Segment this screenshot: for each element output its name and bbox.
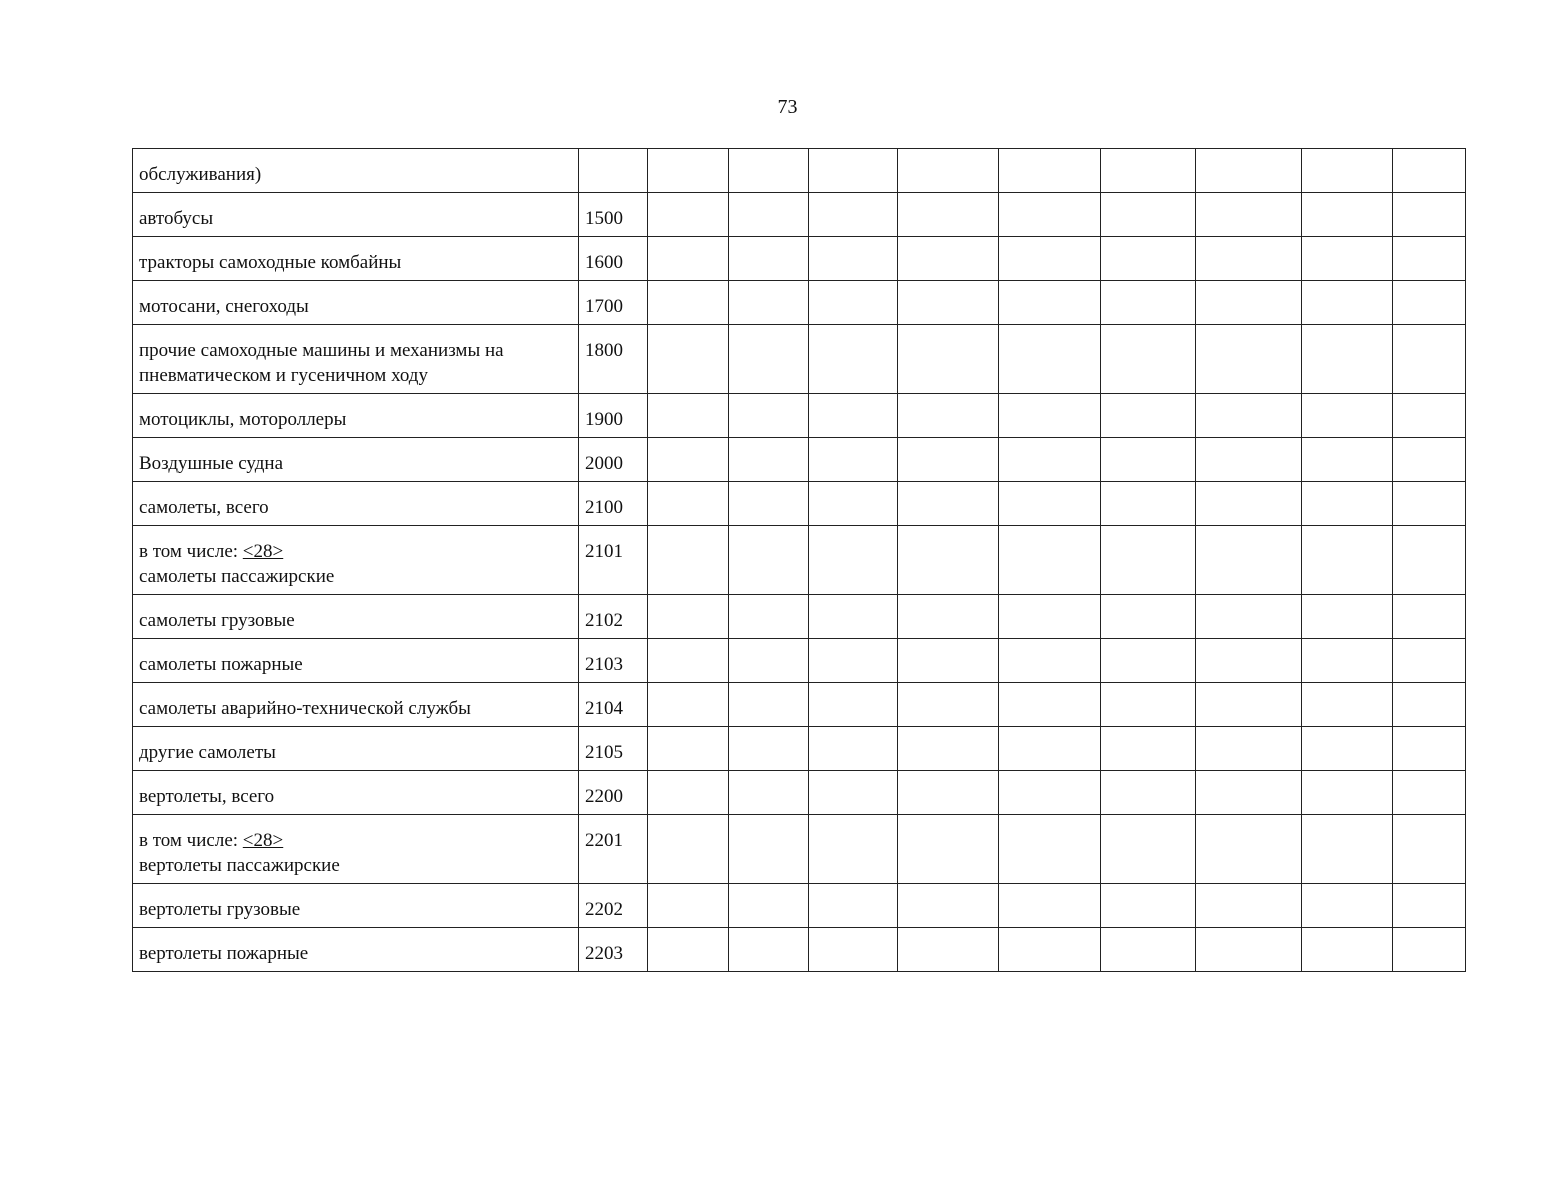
row-code-cell: 2101 (579, 526, 648, 595)
data-cell[interactable] (1393, 884, 1466, 928)
data-cell[interactable] (1101, 193, 1196, 237)
data-cell[interactable] (898, 595, 999, 639)
data-cell[interactable] (898, 727, 999, 771)
data-cell[interactable] (1101, 237, 1196, 281)
data-cell[interactable] (1393, 815, 1466, 884)
data-cell[interactable] (809, 928, 898, 972)
data-cell[interactable] (809, 595, 898, 639)
data-cell[interactable] (999, 815, 1101, 884)
data-cell[interactable] (729, 639, 809, 683)
data-cell[interactable] (1196, 884, 1302, 928)
row-name: самолеты аварийно-технической службы (139, 698, 471, 719)
row-name-cell (133, 683, 579, 727)
data-cell[interactable] (898, 438, 999, 482)
data-cell[interactable] (648, 884, 729, 928)
data-cell[interactable] (1196, 526, 1302, 595)
data-cell[interactable] (1302, 526, 1393, 595)
data-cell[interactable] (648, 281, 729, 325)
row-name-cell (133, 928, 579, 972)
data-cell[interactable] (729, 394, 809, 438)
data-cell[interactable] (999, 727, 1101, 771)
data-cell[interactable] (1101, 526, 1196, 595)
data-cell[interactable] (999, 683, 1101, 727)
data-cell[interactable] (1101, 928, 1196, 972)
row-code-cell: 2201 (579, 815, 648, 884)
row-code-cell: 2104 (579, 683, 648, 727)
data-cell[interactable] (999, 394, 1101, 438)
row-prefix: в том числе: (139, 830, 243, 851)
row-name: тракторы самоходные комбайны (139, 252, 402, 273)
data-cell[interactable] (1393, 482, 1466, 526)
data-cell[interactable] (1302, 884, 1393, 928)
data-cell[interactable] (1196, 149, 1302, 193)
row-name-cell (133, 595, 579, 639)
row-name-cell (133, 149, 579, 193)
data-cell[interactable] (729, 771, 809, 815)
data-cell[interactable] (648, 193, 729, 237)
data-cell[interactable] (648, 815, 729, 884)
row-prefix: в том числе: (139, 541, 243, 562)
row-name-cell (133, 438, 579, 482)
data-cell[interactable] (1302, 771, 1393, 815)
data-cell[interactable] (1196, 482, 1302, 526)
data-cell[interactable] (1393, 438, 1466, 482)
data-cell[interactable] (1302, 683, 1393, 727)
data-cell[interactable] (898, 815, 999, 884)
data-cell[interactable] (1196, 394, 1302, 438)
table-row (133, 884, 1466, 928)
row-name-cell (133, 237, 579, 281)
data-cell[interactable] (809, 683, 898, 727)
data-cell[interactable] (1196, 281, 1302, 325)
data-cell[interactable] (1302, 482, 1393, 526)
data-cell[interactable] (729, 193, 809, 237)
table-row (133, 928, 1466, 972)
row-code-cell: 1900 (579, 394, 648, 438)
data-cell[interactable] (1393, 727, 1466, 771)
data-cell[interactable] (1302, 595, 1393, 639)
data-cell[interactable] (648, 771, 729, 815)
data-cell[interactable] (999, 771, 1101, 815)
row-name-cell (133, 325, 579, 394)
data-cell[interactable] (898, 281, 999, 325)
row-name-cell (133, 815, 579, 884)
row-name: автобусы (139, 208, 214, 229)
table-row (133, 595, 1466, 639)
row-name-cell (133, 526, 579, 595)
data-cell[interactable] (898, 683, 999, 727)
row-name-cell (133, 281, 579, 325)
data-cell[interactable] (809, 193, 898, 237)
row-code-cell: 2100 (579, 482, 648, 526)
data-cell[interactable] (1393, 595, 1466, 639)
data-cell[interactable] (1101, 325, 1196, 394)
data-cell[interactable] (1196, 438, 1302, 482)
row-code-cell: 1600 (579, 237, 648, 281)
data-cell[interactable] (1196, 639, 1302, 683)
data-cell[interactable] (898, 771, 999, 815)
data-cell[interactable] (1196, 771, 1302, 815)
data-cell[interactable] (809, 482, 898, 526)
row-name: другие самолеты (139, 742, 276, 763)
row-code-cell: 1800 (579, 325, 648, 394)
data-cell[interactable] (1196, 193, 1302, 237)
data-cell[interactable] (648, 394, 729, 438)
data-cell[interactable] (1393, 149, 1466, 193)
data-cell[interactable] (729, 683, 809, 727)
table-row (133, 394, 1466, 438)
row-name-cell (133, 771, 579, 815)
data-cell[interactable] (999, 281, 1101, 325)
data-cell[interactable] (1393, 281, 1466, 325)
data-cell[interactable] (809, 639, 898, 683)
table-row (133, 149, 1466, 193)
data-cell[interactable] (1101, 438, 1196, 482)
row-name: Воздушные судна (139, 453, 284, 474)
row-name-cell (133, 193, 579, 237)
row-name: вертолеты грузовые (139, 899, 301, 920)
data-cell[interactable] (809, 281, 898, 325)
data-cell[interactable] (999, 193, 1101, 237)
row-name-cell (133, 727, 579, 771)
data-cell[interactable] (648, 639, 729, 683)
data-cell[interactable] (729, 815, 809, 884)
table-row (133, 438, 1466, 482)
data-cell[interactable] (1101, 815, 1196, 884)
data-cell[interactable] (809, 526, 898, 595)
data-cell[interactable] (898, 639, 999, 683)
data-cell[interactable] (999, 884, 1101, 928)
table-row (133, 482, 1466, 526)
data-cell[interactable] (1302, 639, 1393, 683)
row-code-cell: 2103 (579, 639, 648, 683)
data-cell[interactable] (729, 482, 809, 526)
data-cell[interactable] (1393, 237, 1466, 281)
row-code-cell: 2105 (579, 727, 648, 771)
data-cell[interactable] (898, 237, 999, 281)
data-cell[interactable] (1196, 928, 1302, 972)
table-row (133, 193, 1466, 237)
data-cell[interactable] (898, 482, 999, 526)
data-cell[interactable] (809, 727, 898, 771)
data-cell[interactable] (648, 595, 729, 639)
row-name: обслуживания) (139, 164, 262, 185)
row-name: самолеты пожарные (139, 654, 303, 675)
row-code-cell: 2200 (579, 771, 648, 815)
data-cell[interactable] (729, 438, 809, 482)
table-row (133, 727, 1466, 771)
data-cell[interactable] (1393, 928, 1466, 972)
data-cell[interactable] (809, 394, 898, 438)
row-name-cell (133, 482, 579, 526)
data-cell[interactable] (1196, 237, 1302, 281)
data-cell[interactable] (1393, 193, 1466, 237)
data-cell[interactable] (999, 149, 1101, 193)
data-cell[interactable] (648, 727, 729, 771)
data-cell[interactable] (1393, 325, 1466, 394)
data-cell[interactable] (809, 237, 898, 281)
data-cell[interactable] (898, 193, 999, 237)
data-cell[interactable] (898, 325, 999, 394)
data-cell[interactable] (1101, 595, 1196, 639)
data-cell[interactable] (1302, 727, 1393, 771)
data-cell[interactable] (999, 438, 1101, 482)
data-cell[interactable] (1196, 683, 1302, 727)
data-cell[interactable] (1393, 771, 1466, 815)
data-cell[interactable] (898, 884, 999, 928)
data-cell[interactable] (999, 526, 1101, 595)
data-cell[interactable] (999, 325, 1101, 394)
data-cell[interactable] (1302, 438, 1393, 482)
data-cell[interactable] (1101, 149, 1196, 193)
data-cell[interactable] (1393, 394, 1466, 438)
data-cell[interactable] (999, 928, 1101, 972)
data-cell[interactable] (999, 237, 1101, 281)
data-cell[interactable] (648, 928, 729, 972)
data-cell[interactable] (1302, 237, 1393, 281)
data-cell[interactable] (999, 482, 1101, 526)
row-code-cell: 2202 (579, 884, 648, 928)
row-name: вертолеты пожарные (139, 943, 309, 964)
table-row (133, 639, 1466, 683)
row-code-cell: 2203 (579, 928, 648, 972)
table-row (133, 325, 1466, 394)
row-name: самолеты пассажирские (139, 566, 335, 587)
data-cell[interactable] (898, 928, 999, 972)
data-cell[interactable] (1101, 482, 1196, 526)
data-cell[interactable] (1302, 815, 1393, 884)
data-cell[interactable] (1196, 815, 1302, 884)
row-name-cell (133, 884, 579, 928)
data-cell[interactable] (648, 482, 729, 526)
data-cell[interactable] (729, 526, 809, 595)
data-cell[interactable] (729, 281, 809, 325)
row-name: мотосани, снегоходы (139, 296, 309, 317)
data-cell[interactable] (809, 438, 898, 482)
data-cell[interactable] (999, 595, 1101, 639)
data-cell[interactable] (729, 149, 809, 193)
data-cell[interactable] (1196, 727, 1302, 771)
data-cell[interactable] (648, 526, 729, 595)
row-name: прочие самоходные машины и механизмы на пневматическом и гусеничном ходу (139, 340, 504, 386)
row-code-cell (579, 149, 648, 193)
data-cell[interactable] (1101, 771, 1196, 815)
data-cell[interactable] (898, 149, 999, 193)
table-row (133, 771, 1466, 815)
data-cell[interactable] (1302, 325, 1393, 394)
data-cell[interactable] (809, 884, 898, 928)
data-cell[interactable] (1302, 394, 1393, 438)
data-cell[interactable] (648, 438, 729, 482)
data-cell[interactable] (1302, 193, 1393, 237)
data-cell[interactable] (648, 149, 729, 193)
row-name-cell (133, 639, 579, 683)
table-row (133, 237, 1466, 281)
data-cell[interactable] (1196, 595, 1302, 639)
data-cell[interactable] (1101, 727, 1196, 771)
data-cell[interactable] (729, 595, 809, 639)
data-cell[interactable] (809, 325, 898, 394)
data-cell[interactable] (648, 237, 729, 281)
data-cell[interactable] (1393, 639, 1466, 683)
data-cell[interactable] (999, 639, 1101, 683)
row-name: вертолеты пассажирские (139, 855, 340, 876)
table-row (133, 683, 1466, 727)
data-cell[interactable] (729, 884, 809, 928)
page-number: 73 (777, 96, 798, 118)
data-cell[interactable] (898, 526, 999, 595)
data-cell[interactable] (729, 928, 809, 972)
row-name: самолеты, всего (139, 497, 269, 518)
footnote-ref-link[interactable]: <28> (242, 830, 284, 851)
row-name: мотоциклы, мотороллеры (139, 409, 347, 430)
row-code-cell: 2000 (579, 438, 648, 482)
row-code-cell: 1500 (579, 193, 648, 237)
data-cell[interactable] (809, 771, 898, 815)
row-name: вертолеты, всего (139, 786, 275, 807)
data-cell[interactable] (1302, 928, 1393, 972)
data-cell[interactable] (1393, 526, 1466, 595)
data-cell[interactable] (729, 325, 809, 394)
footnote-ref-link[interactable]: <28> (242, 541, 284, 562)
data-cell[interactable] (1196, 325, 1302, 394)
data-cell[interactable] (1302, 281, 1393, 325)
data-cell[interactable] (648, 325, 729, 394)
data-cell[interactable] (1101, 683, 1196, 727)
form-table (132, 148, 1466, 972)
data-cell[interactable] (1101, 639, 1196, 683)
data-cell[interactable] (809, 815, 898, 884)
table-row (133, 815, 1466, 884)
data-cell[interactable] (1101, 281, 1196, 325)
row-code-cell: 1700 (579, 281, 648, 325)
data-cell[interactable] (648, 683, 729, 727)
data-cell[interactable] (1101, 394, 1196, 438)
row-name-cell (133, 394, 579, 438)
table-row (133, 526, 1466, 595)
data-cell[interactable] (809, 149, 898, 193)
data-cell[interactable] (898, 394, 999, 438)
row-code-cell: 2102 (579, 595, 648, 639)
data-cell[interactable] (729, 727, 809, 771)
data-cell[interactable] (729, 237, 809, 281)
data-cell[interactable] (1101, 884, 1196, 928)
row-name: самолеты грузовые (139, 610, 295, 631)
data-cell[interactable] (1393, 683, 1466, 727)
table-row (133, 281, 1466, 325)
data-cell[interactable] (1302, 149, 1393, 193)
